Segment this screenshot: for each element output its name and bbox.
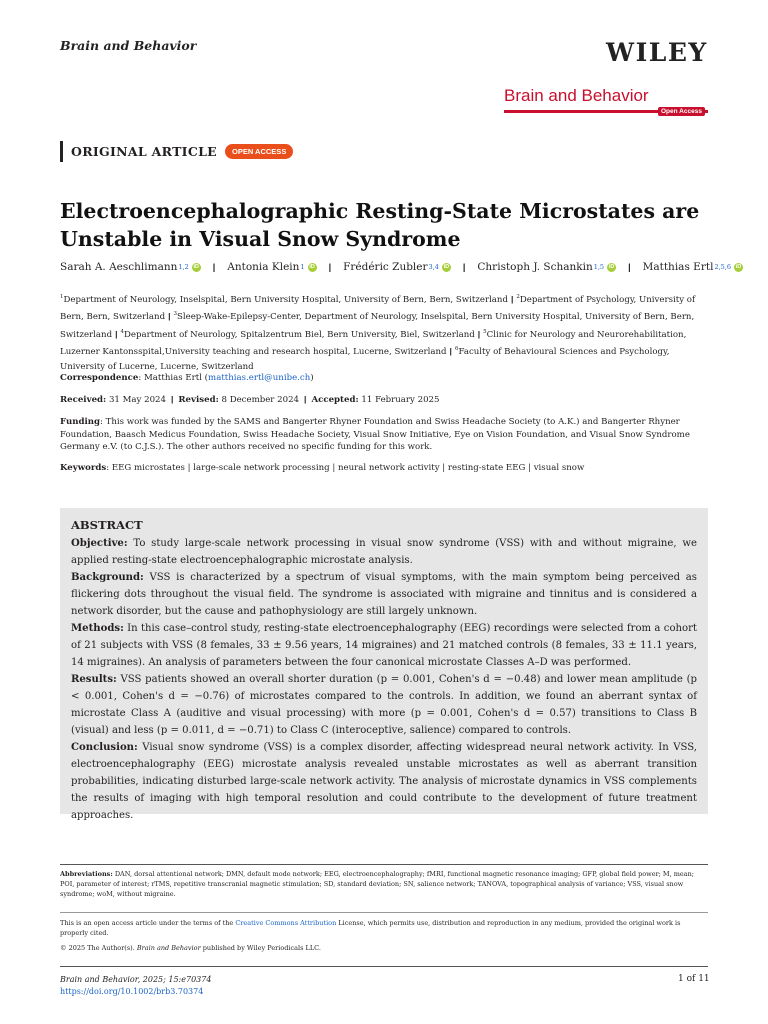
author-affiliation-ref[interactable]: 3,4 [428, 263, 439, 271]
open-access-badge: OPEN ACCESS [225, 144, 293, 159]
abstract-background [71, 569, 697, 620]
footer-citation-block [60, 974, 211, 998]
received-label: Received: [60, 395, 107, 405]
copyright-post: published by Wiley Periodicals LLC. [200, 944, 321, 952]
footer-divider [60, 966, 708, 967]
affiliation-number: 2 [516, 294, 520, 300]
author-list [60, 261, 742, 273]
abstract-conclusion [71, 739, 697, 824]
footer-citation: Brain and Behavior, 2025; 15:e70374 [60, 975, 212, 984]
affiliations [60, 290, 708, 374]
abbreviations-divider [60, 864, 708, 865]
copyright-journal: Brain and Behavior [136, 944, 201, 952]
copyright-pre: © 2025 The Author(s). [60, 944, 137, 952]
history-dates [60, 393, 710, 407]
affiliation-number: 3 [173, 311, 177, 318]
affiliation: Clinic for Neurology and Neurorehabilitation, Luzerner Kantonsspital,University teaching and research hospital, Lucerne, Switzerland [60, 329, 687, 358]
correspondence [60, 372, 710, 385]
affiliation-number: 6 [454, 346, 459, 353]
author-name: Frédéric Zubler [343, 261, 428, 273]
conclusion-text: Visual snow syndrome (VSS) is a complex disorder, affecting widespread neural network activity. In VSS, electroencephalography (EEG) microstate analysis revealed unstable microstates as well as aberrant transition probabilities, indicating disturbed large-scale network activity. The analysis of microstate dynamics in VSS complements the results of imaging with high temporal resolution and could contribute to the development of future treatment approaches. [71, 742, 697, 821]
copyright [60, 943, 708, 953]
conclusion-label: Conclusion: [71, 742, 138, 753]
accepted-date: 11 February 2025 [358, 395, 440, 405]
affiliation-number: 4 [120, 328, 124, 335]
abbreviations-label: Abbreviations: [60, 870, 113, 878]
brand-open-access-tag: Open Access [658, 107, 705, 116]
journal-brand: Brain and Behavior [504, 86, 649, 105]
running-journal-title: Brain and Behavior [60, 38, 197, 53]
funding [60, 416, 710, 454]
background-label: Background: [71, 572, 144, 583]
results-text: VSS patients showed an overall shorter duration (p = 0.001, Cohen's d = −0.48) and lower mean amplitude (p < 0.001, Cohen's d = −0.76) of microstates compared to the controls. In addition, we found an aberrant syntax of microstate Class A (auditive and visual processing) with more (p = 0.001, Cohen's d = 0.57) transitions to Class B (visual) and less (p = 0.011, d = −0.71) to Class C (interoceptive, salience) compared to controls. [71, 674, 697, 736]
author-separator: | [462, 262, 466, 272]
license-divider [60, 912, 708, 913]
affiliation-number: 5 [483, 328, 487, 335]
received-date: 31 May 2024 [106, 395, 166, 405]
methods-label: Methods: [71, 623, 124, 634]
abstract-results [71, 671, 697, 739]
abstract-objective [71, 535, 697, 569]
author[interactable] [60, 261, 201, 273]
author-affiliation-ref[interactable]: 1,2 [178, 263, 189, 271]
results-label: Results: [71, 674, 117, 685]
author-name: Antonia Klein [227, 261, 300, 273]
article-type [60, 141, 293, 162]
funding-label: Funding [60, 417, 100, 427]
affiliation: Department of Psychology, University of Bern, Bern, Switzerland [60, 294, 696, 323]
doi-link[interactable]: https://doi.org/10.1002/brb3.70374 [60, 987, 204, 996]
orcid-icon[interactable]: iD [608, 263, 615, 270]
author-affiliation-ref[interactable]: 1,5 [593, 263, 605, 271]
correspondence-close: ) [310, 373, 314, 383]
license-note [60, 918, 708, 938]
affiliation-separator: | [115, 328, 118, 339]
author[interactable] [643, 261, 743, 273]
orcid-icon[interactable]: iD [735, 263, 742, 270]
keywords [60, 462, 710, 475]
background-text: VSS is characterized by a spectrum of visual symptoms, with the main symptom being perceived as flickering dots throughout the visual field. The syndrome is associated with migraine and tinnitus and is considered a network disorder, but the cause and pathophysiology are still largely unknown. [71, 572, 697, 617]
affiliation-separator: | [510, 293, 514, 304]
objective-label: Objective: [71, 538, 128, 549]
affiliation: Department of Neurology, Spitalzentrum Biel, Bern University, Biel, Switzerland [123, 329, 475, 340]
author-name: Sarah A. Aeschlimann [60, 261, 178, 273]
author[interactable] [343, 261, 451, 273]
author-affiliation-ref[interactable]: 1 [300, 263, 305, 271]
correspondence-label: Correspondence [60, 373, 139, 383]
author[interactable] [227, 261, 316, 273]
date-separator: | [171, 394, 174, 404]
license-text-pre: This is an open access article under the terms of the [60, 919, 236, 927]
date-separator: | [304, 394, 307, 404]
author-name: Christoph J. Schankin [477, 261, 593, 273]
objective-text: To study large-scale network processing in visual snow syndrome (VSS) with and without migraine, we applied resting-state electroencephalographic microstate analysis. [71, 538, 697, 566]
methods-text: In this case–control study, resting-state electroencephalography (EEG) recordings were selected from a cohort of 21 subjects with VSS (8 females, 33 ± 9.56 years, 14 migraines) and 21 matched controls (8 females, 33 ± 11.1 years, 14 migraines). An analysis of parameters between the four canonical microstate Classes A–D was performed. [71, 623, 697, 668]
revised-date: 8 December 2024 [218, 395, 300, 405]
publisher-logo: WILEY [606, 38, 708, 67]
affiliation: Department of Neurology, Inselspital, Bern University Hospital, University of Bern, Bern, Switzerland [63, 294, 508, 305]
orcid-icon[interactable]: iD [193, 263, 199, 270]
keywords-text: : EEG microstates | large-scale network processing | neural network activity | resting-state EEG | visual snow [106, 463, 585, 473]
affiliation-separator: | [168, 311, 171, 322]
article-title: Electroencephalographic Resting-State Microstates are Unstable in Visual Snow Syndrome [60, 199, 700, 251]
author-affiliation-ref[interactable]: 2,5,6 [714, 263, 731, 271]
page-number: 1 of 11 [678, 974, 710, 984]
author-name: Matthias Ertl [642, 261, 714, 273]
revised-label: Revised: [178, 395, 219, 405]
author[interactable] [477, 261, 616, 273]
orcid-icon[interactable]: iD [443, 263, 450, 270]
abstract-box [60, 508, 708, 821]
author-separator: | [212, 262, 216, 272]
license-link[interactable]: Creative Commons Attribution [235, 919, 337, 927]
accepted-label: Accepted: [311, 395, 359, 405]
author-separator: | [328, 262, 332, 272]
affiliation-number: 1 [60, 294, 64, 300]
article-type-label: ORIGINAL ARTICLE [71, 144, 217, 159]
affiliation: Sleep-Wake-Epilepsy-Center, Department of Neurology, Inselspital, Bern University Hospital, University of Bern, Bern, Switzerland [60, 312, 695, 340]
funding-text: : This work was funded by the SAMS and Bangerter Rhyner Foundation and Swiss Headache Society (to A.K.) and Bangerter Rhyner Foundation, Baasch Medicus Foundation, Swiss Headache Society, Visual Snow Initiative, Eye on Vision Foundation, and Visual Snow Syndrome Germany e.V. (to C.J.S.). The other authors received no specific funding for this work. [60, 417, 690, 453]
affiliation: Faculty of Behavioural Sciences and Psychology, University of Lucerne, Lucerne, Switzerland [60, 347, 670, 372]
affiliation-separator: | [449, 346, 452, 357]
abbreviations [60, 869, 708, 899]
correspondence-name: : Matthias Ertl ( [138, 373, 209, 383]
correspondence-email-link[interactable]: matthias.ertl@unibe.ch [208, 373, 311, 383]
keywords-label: Keywords [60, 463, 107, 473]
affiliation-separator: | [477, 328, 481, 339]
abbreviations-text: DAN, dorsal attentional network; DMN, default mode network; EEG, electroencephalography; fMRI, functional magnetic resonance imaging; GFP, global field power; M, mean; POI, parameter of interest; rTMS, repetitive transcranial magnetic stimulation; SD, standard deviation; SN, salience network; TANOVA, topographical analysis of variance; VSS, visual snow syndrome; woM, without migraine. [60, 870, 694, 898]
author-separator: | [628, 262, 631, 272]
abstract-methods [71, 620, 697, 671]
abstract-heading: ABSTRACT [71, 518, 143, 532]
license-text-post: License, which permits use, distribution and reproduction in any medium, provided the original work is properly cited. [60, 919, 681, 937]
orcid-icon[interactable]: iD [309, 263, 315, 270]
